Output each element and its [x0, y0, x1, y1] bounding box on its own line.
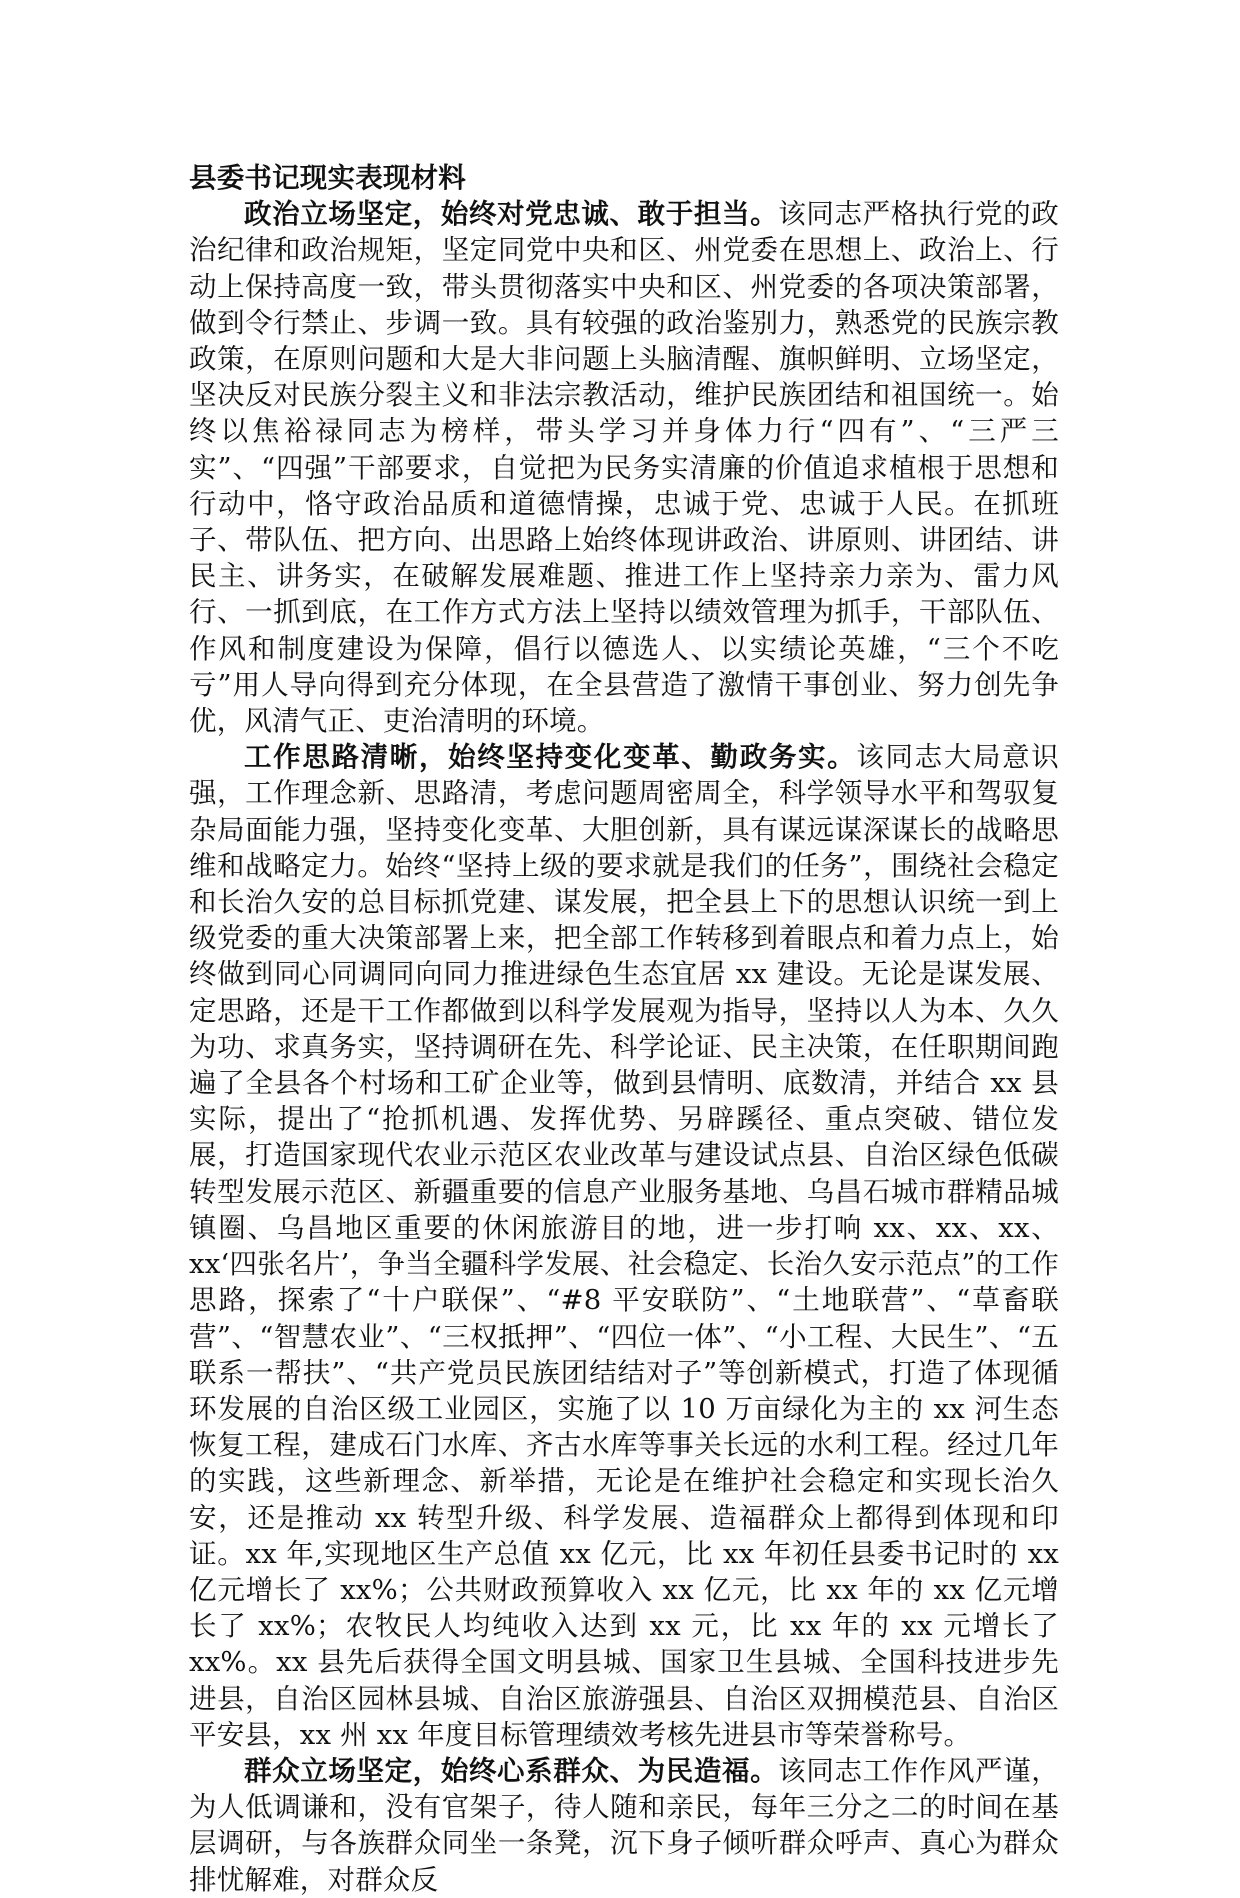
paragraph-work-approach	[189, 739, 1059, 1753]
document-title: 县委书记现实表现材料	[189, 162, 466, 194]
paragraph-body: 该同志严格执行党的政治纪律和政治规矩，坚定同党中央和区、州党委在思想上、政治上、行动上保持高度一致，带头贯彻落实中央和区、州党委的各项决策部署，做到令行禁止、步调一致。具有较强的政治鉴别力，熟悉党的民族宗教政策，在原则问题和大是大非问题上头脑清醒、旗帜鲜明、立场坚定，坚决反对民族分裂主义和非法宗教活动，维护民族团结和祖国统一。始终以焦裕禄同志为榜样，带头学习并身体力行“四有”、“三严三实”、“四强”干部要求，自觉把为民务实清廉的价值追求植根于思想和行动中，恪守政治品质和道德情操，忠诚于党、忠诚于人民。在抓班子、带队伍、把方向、出思路上始终体现讲政治、讲原则、讲团结、讲民主、讲务实，在破解发展难题、推进工作上坚持亲力亲为、雷力风行、一抓到底，在工作方式方法上坚持以绩效管理为抓手，干部队伍、作风和制度建设为保障，倡行以德选人、以实绩论英雄，“三个不吃亏”用人导向得到充分体现，在全县营造了激情干事创业、努力创先争优，风清气正、吏治清明的环境。	[189, 198, 1059, 738]
paragraph-lead: 工作思路清晰，始终坚持变化变革、勤政务实。	[244, 741, 857, 774]
paragraph-lead: 政治立场坚定，始终对党忠诚、敢于担当。	[244, 198, 779, 231]
paragraph-mass-stance	[189, 1753, 1059, 1898]
document-page	[189, 160, 1059, 1898]
paragraph-body: 该同志大局意识强，工作理念新、思路清，考虑问题周密周全，科学领导水平和驾驭复杂局面能力强，坚持变化变革、大胆创新，具有谋远谋深谋长的战略思维和战略定力。始终“坚持上级的要求就是我们的任务”，围绕社会稳定和长治久安的总目标抓党建、谋发展，把全县上下的思想认识统一到上级党委的重大决策部署上来，把全部工作转移到着眼点和着力点上，始终做到同心同调同向同力推进绿色生态宜居 xx 建设。无论是谋发展、定思路，还是干工作都做到以科学发展观为指导，坚持以人为本、久久为功、求真务实，坚持调研在先、科学论证、民主决策，在任职期间跑遍了全县各个村场和工矿企业等，做到县情明、底数清，并结合 xx 县实际，提出了“抢抓机遇、发挥优势、另辟蹊径、重点突破、错位发展，打造国家现代农业示范区农业改革与建设试点县、自治区绿色低碳转型发展示范区、新疆重要的信息产业服务基地、乌昌石城市群精品城镇圈、乌昌地区重要的休闲旅游目的地，进一步打响 xx、xx、xx、xx‘四张名片’，争当全疆科学发展、社会稳定、长治久安示范点”的工作思路，探索了“十户联保”、“#8 平安联防”、“土地联营”、“草畜联营”、“智慧农业”、“三权抵押”、“四位一体”、“小工程、大民生”、“五联系一帮扶”、“共产党员民族团结结对子”等创新模式，打造了体现循环发展的自治区级工业园区，实施了以 10 万亩绿化为主的 xx 河生态恢复工程，建成石门水库、齐古水库等事关长远的水利工程。经过几年的实践，这些新理念、新举措，无论是在维护社会稳定和实现长治久安，还是推动 xx 转型升级、科学发展、造福群众上都得到体现和印证。xx 年,实现地区生产总值 xx 亿元，比 xx 年初任县委书记时的 xx 亿元增长了 xx%；公共财政预算收入 xx 亿元，比 xx 年的 xx 亿元增长了 xx%；农牧民人均纯收入达到 xx 元，比 xx 年的 xx 元增长了 xx%。xx 县先后获得全国文明县城、国家卫生县城、全国科技进步先进县，自治区园林县城、自治区旅游强县、自治区双拥模范县、自治区平安县，xx 州 xx 年度目标管理绩效考核先进县市等荣誉称号。	[189, 741, 1059, 1751]
paragraph-political-stance	[189, 196, 1059, 739]
paragraph-body: 该同志工作作风严谨，为人低调谦和，没有官架子，待人随和亲民，每年三分之二的时间在基层调研，与各族群众同坐一条凳，沉下身子倾听群众呼声、真心为群众排忧解难，对群众反	[189, 1754, 1059, 1896]
paragraph-lead: 群众立场坚定，始终心系群众、为民造福。	[244, 1754, 779, 1787]
